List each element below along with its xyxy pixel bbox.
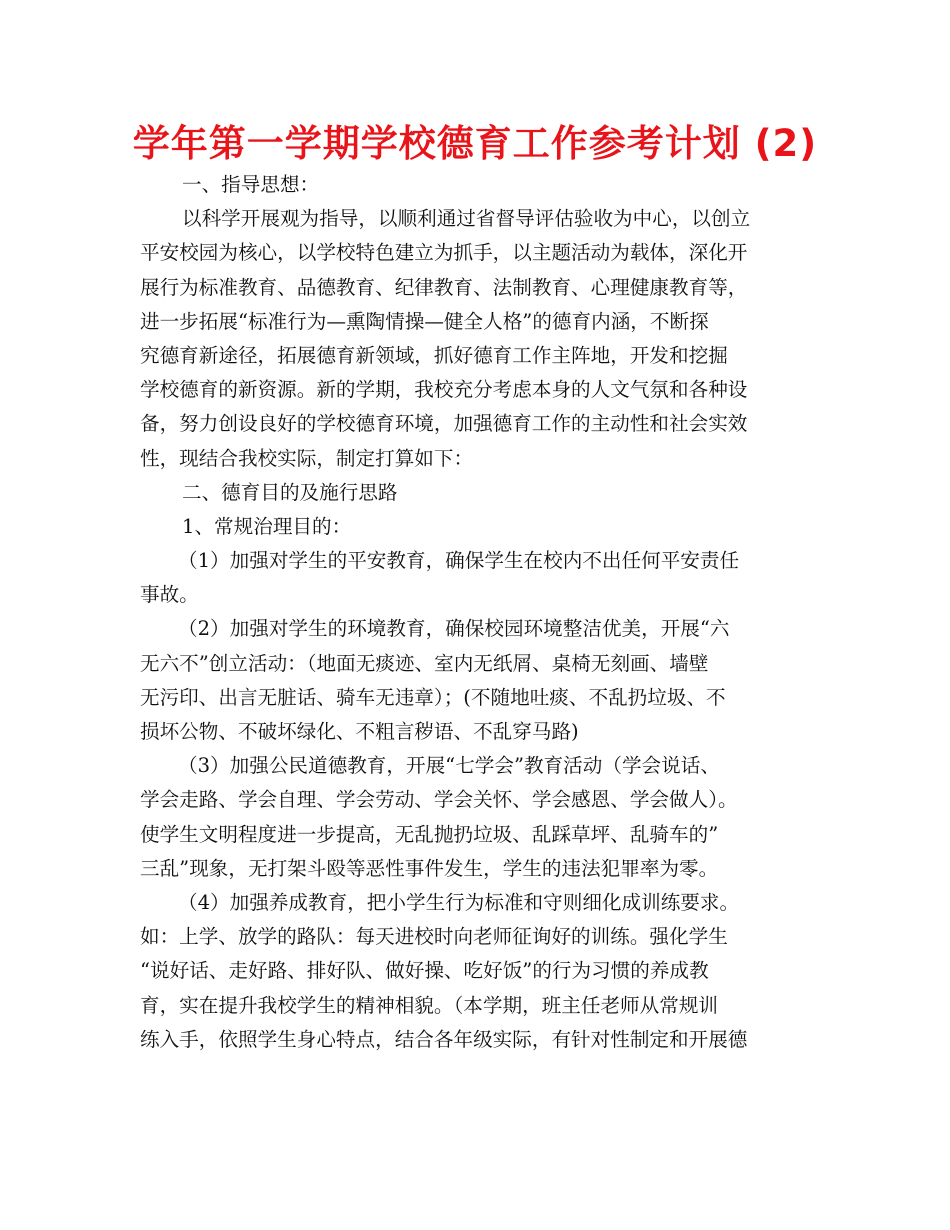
text-line: （4）加强养成教育，把小学生行为标准和守则细化成训练要求。 (178, 890, 740, 914)
text-line: 以科学开展观为指导，以顺利通过省督导评估验收为中心，以创立 (182, 207, 751, 231)
text-line: （3）加强公民道德教育，开展“七学会”教育活动（学会说话、 (178, 754, 720, 778)
text-line: 三乱”现象，无打架斗殴等恶性事件发生，学生的违法犯罪率为零。 (140, 856, 719, 880)
text-line: 学会走路、学会自理、学会劳动、学会关怀、学会感恩、学会做人）。 (140, 788, 738, 812)
text-line: 练入手，依照学生身心特点，结合各年级实际，有针对性制定和开展德 (140, 1027, 748, 1051)
text-line: “说好话、走好路、排好队、做好操、吃好饭”的行为习惯的养成教 (140, 959, 709, 983)
text-line: 无污印、出言无脏话、骑车无违章）；(不随地吐痰、不乱扔垃圾、不 (140, 685, 726, 709)
text-line: 无六不”创立活动：（地面无痰迹、室内无纸屑、桌椅无刻画、墙壁 (140, 651, 709, 675)
text-line: 一、指导思想： (182, 173, 320, 196)
text-line: 损坏公物、不破坏绿化、不粗言秽语、不乱穿马路) (140, 720, 579, 743)
document-title: 学年第一学期学校德育工作参考计划 (2) (132, 122, 818, 165)
text-line: 进一步拓展“标准行为—熏陶情操—健全人格”的德育内涵，不断探 (140, 309, 709, 333)
text-line: 性，现结合我校实际，制定打算如下： (140, 446, 474, 470)
document-body (140, 168, 814, 1057)
text-line: 二、德育目的及施行思路 (182, 480, 398, 504)
text-line: 育，实在提升我校学生的精神相貌。（本学期，班主任老师从常规训 (140, 993, 719, 1017)
text-line: 平安校园为核心，以学校特色建立为抓手，以主题活动为载体，深化开 (140, 241, 748, 265)
text-line: 备，努力创设良好的学校德育环境，加强德育工作的主动性和社会实效 (140, 412, 748, 436)
text-line: 如：上学、放学的路队：每天进校时向老师征询好的训练。强化学生 (140, 925, 728, 949)
text-line: 展行为标准教育、品德教育、纪律教育、法制教育、心理健康教育等， (140, 275, 748, 299)
text-line: 究德育新途径，拓展德育新领域，抓好德育工作主阵地，开发和挖掘 (140, 343, 728, 367)
text-line: 1、常规治理目的： (182, 514, 352, 538)
text-line: 事故。 (140, 583, 199, 607)
text-line: 使学生文明程度进一步提高，无乱抛扔垃圾、乱踩草坪、乱骑车的” (140, 822, 719, 846)
text-line: （2）加强对学生的环境教育，确保校园环境整洁优美，开展“六 (178, 617, 730, 641)
text-line: 学校德育的新资源。新的学期，我校充分考虑本身的人文气氛和各种设 (140, 378, 748, 402)
text-line: （1）加强对学生的平安教育，确保学生在校内不出任何平安责任 (178, 549, 740, 573)
